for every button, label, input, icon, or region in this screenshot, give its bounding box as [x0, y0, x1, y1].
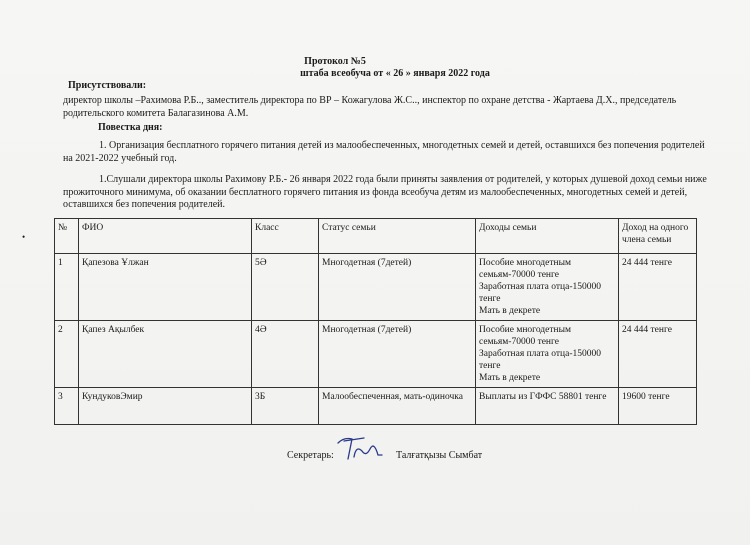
- cell-num: 1: [55, 254, 79, 321]
- cell-status: Малообеспеченная, мать-одиночка: [319, 388, 476, 425]
- scan-mark: •: [22, 232, 26, 242]
- cell-name: Қапез Ақылбек: [79, 321, 252, 388]
- header-name: ФИО: [79, 219, 252, 254]
- present-label: Присутствовали:: [68, 80, 147, 91]
- present-text: директор школы –Рахимова Р.Б.., заместитель директора по ВР – Кожагулова Ж.С.., инспектор по охране детства - Жартаева Д.Х., председатель родительского комитета Балагазинова А.М.: [63, 95, 677, 119]
- cell-status: Многодетная (7детей): [319, 321, 476, 388]
- cell-status: Многодетная (7детей): [319, 254, 476, 321]
- protocol-subtitle: штаба всеобуча от « 26 » января 2022 года: [300, 68, 490, 79]
- cell-class: 4Ә: [252, 321, 319, 388]
- secretary-label: Секретарь:: [287, 450, 334, 461]
- signature-icon: [334, 433, 384, 463]
- table-header-row: [55, 219, 697, 254]
- table-row: [55, 388, 697, 425]
- header-num: №: [55, 219, 79, 254]
- cell-num: 3: [55, 388, 79, 425]
- income-line: Заработная плата отца-150000 тенге: [479, 349, 601, 371]
- cell-class: 5Ә: [252, 254, 319, 321]
- income-line: Мать в декрете: [479, 373, 541, 383]
- cell-num: 2: [55, 321, 79, 388]
- cell-per-member: 24 444 тенге: [619, 254, 697, 321]
- income-line: Пособие многодетным семьям-70000 тенге: [479, 258, 571, 280]
- heard-paragraph: 1.Слушали директора школы Рахимову Р.Б.- 26 января 2022 года были приняты заявления от родителей, у которых душевой доход семьи ниже прожиточного минимума, об оказании бесплатного горячего питания из фонда всеобуча детям из малообеспеченных, многодетных семей и детей, оставшихся без попечения родителей.: [63, 174, 707, 210]
- cell-income: [476, 321, 619, 388]
- header-status: Статус семьи: [319, 219, 476, 254]
- cell-class: 3Б: [252, 388, 319, 425]
- cell-per-member: 19600 тенге: [619, 388, 697, 425]
- header-income: Доходы семьи: [476, 219, 619, 254]
- cell-name: Қапезова Ұлжан: [79, 254, 252, 321]
- cell-name: КундуковЭмир: [79, 388, 252, 425]
- cell-per-member: 24 444 тенге: [619, 321, 697, 388]
- table-row: [55, 321, 697, 388]
- header-per-member: Доход на одного члена семьи: [619, 219, 697, 254]
- cell-income: [476, 254, 619, 321]
- income-line: Заработная плата отца-150000 тенге: [479, 282, 601, 304]
- income-line: Мать в декрете: [479, 306, 541, 316]
- table-row: [55, 254, 697, 321]
- secretary-name: Талғатқызы Сымбат: [396, 450, 483, 461]
- students-table: [54, 218, 697, 425]
- agenda-item-1: 1. Организация бесплатного горячего питания детей из малообеспеченных, многодетных семей и детей, оставшихся без попечения родителей на 2021-2022 учебный год.: [63, 140, 705, 164]
- cell-income: [476, 388, 619, 425]
- income-line: Пособие многодетным семьям-70000 тенге: [479, 325, 571, 347]
- income-line: Выплаты из ГФФС 58801 тенге: [479, 392, 607, 402]
- header-class: Класс: [252, 219, 319, 254]
- protocol-title: Протокол №5: [304, 56, 366, 67]
- agenda-label: Повестка дня:: [98, 122, 163, 133]
